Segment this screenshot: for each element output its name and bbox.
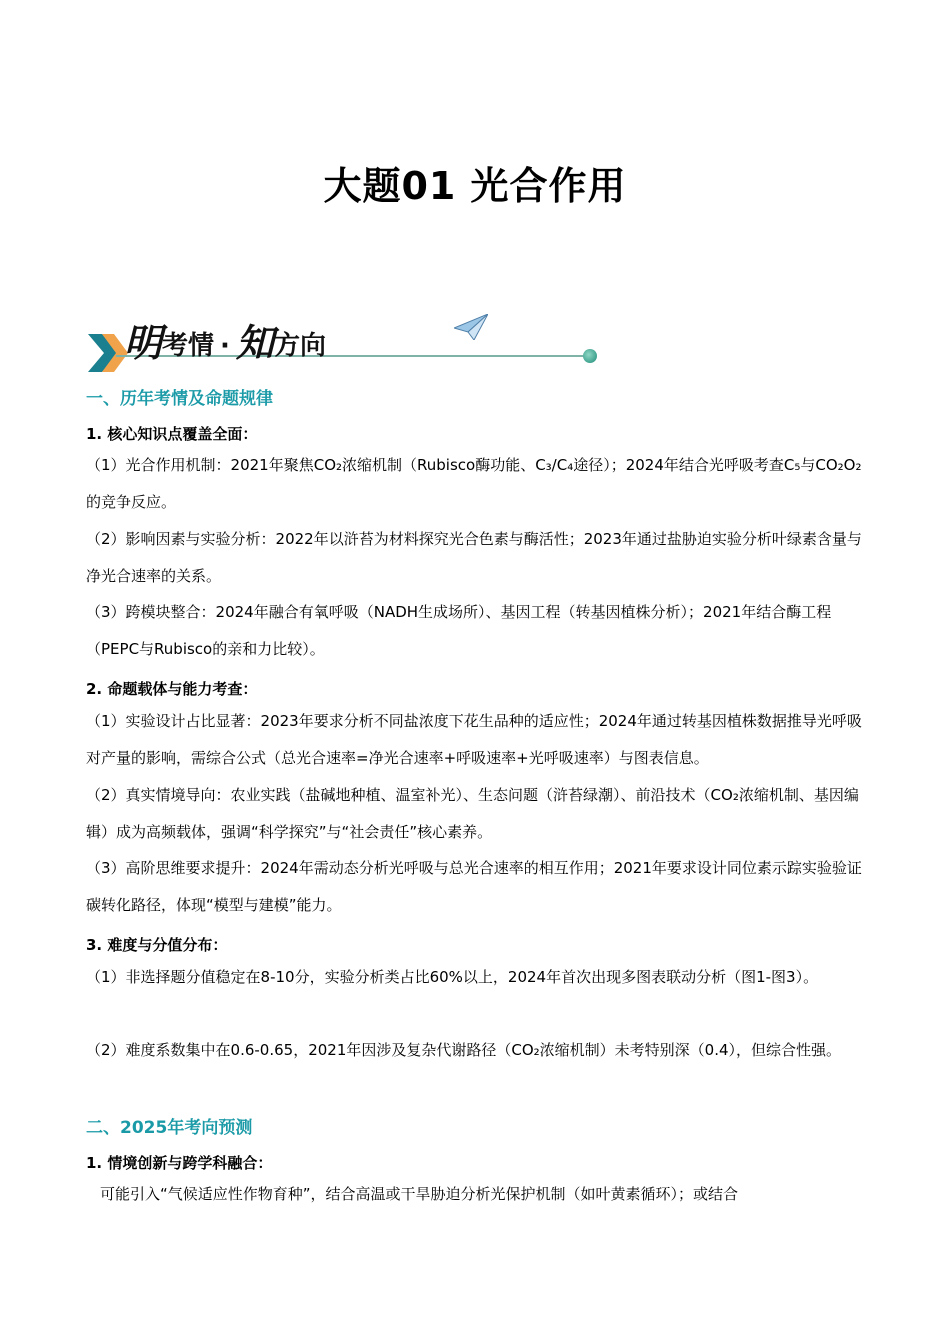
section-banner xyxy=(86,308,516,374)
paragraph-1-2-3: （3）高阶思维要求提升：2024年需动态分析光呼吸与总光合速率的相互作用；2021年要求设计同位素示踪实验验证碳转化路径，体现“模型与建模”能力。 xyxy=(86,859,862,914)
subheading-1-2: 2. 命题载体与能力考查： xyxy=(86,680,258,698)
paragraph-1-3-1: （1）非选择题分值稳定在8-10分，实验分析类占比60%以上，2024年首次出现多图表联动分析（图1-图3）。 xyxy=(86,968,819,986)
paragraph-1-3-2: （2）难度系数集中在0.6-0.65，2021年因涉及复杂代谢路径（CO₂浓缩机制）未考特别深（0.4），但综合性强。 xyxy=(86,1041,842,1059)
paper-plane-icon xyxy=(454,314,488,340)
page-title: 大题01 光合作用 xyxy=(323,164,627,208)
chevron-icon xyxy=(88,334,128,372)
paragraph-1-1-3: （3）跨模块整合：2024年融合有氧呼吸（NADH生成场所）、基因工程（转基因植株分析）；2021年结合酶工程（PEPC与Rubisco的亲和力比较）。 xyxy=(86,603,832,658)
banner-char-1: 明 xyxy=(124,321,163,365)
banner-char-2: 知 xyxy=(235,321,274,365)
banner-dot xyxy=(583,349,597,363)
subheading-1-3: 3. 难度与分值分布： xyxy=(86,936,228,954)
section-heading-1: 一、历年考情及命题规律 xyxy=(86,389,273,409)
banner-text-2: 方向 xyxy=(273,331,326,361)
paragraph-2-1-1: 可能引入“气候适应性作物育种”，结合高温或干旱胁迫分析光保护机制（如叶黄素循环）；或结合 xyxy=(100,1185,739,1203)
subheading-1-1: 1. 核心知识点覆盖全面： xyxy=(86,425,258,443)
paragraph-1-1-1: （1）光合作用机制：2021年聚焦CO₂浓缩机制（Rubisco酶功能、C₃/C₄途径）；2024年结合光呼吸考查C₅与CO₂O₂的竞争反应。 xyxy=(86,456,862,511)
banner-dot-char: · xyxy=(220,331,230,361)
banner-text xyxy=(124,312,326,367)
paragraph-1-1-2: （2）影响因素与实验分析：2022年以浒苔为材料探究光合色素与酶活性；2023年通过盐胁迫实验分析叶绿素含量与净光合速率的关系。 xyxy=(86,530,862,585)
paragraph-1-2-1: （1）实验设计占比显著：2023年要求分析不同盐浓度下花生品种的适应性；2024年通过转基因植株数据推导光呼吸对产量的影响，需综合公式（总光合速率=净光合速率+呼吸速率+光呼吸速率）与图表信息。 xyxy=(86,712,862,767)
paragraph-1-2-2: （2）真实情境导向：农业实践（盐碱地种植、温室补光）、生态问题（浒苔绿潮）、前沿技术（CO₂浓缩机制、基因编辑）成为高频载体，强调“科学探究”与“社会责任”核心素养。 xyxy=(86,786,859,841)
section-heading-2: 二、2025年考向预测 xyxy=(86,1118,253,1138)
banner-text-1: 考情 xyxy=(162,331,215,361)
subheading-2-1: 1. 情境创新与跨学科融合： xyxy=(86,1154,273,1172)
